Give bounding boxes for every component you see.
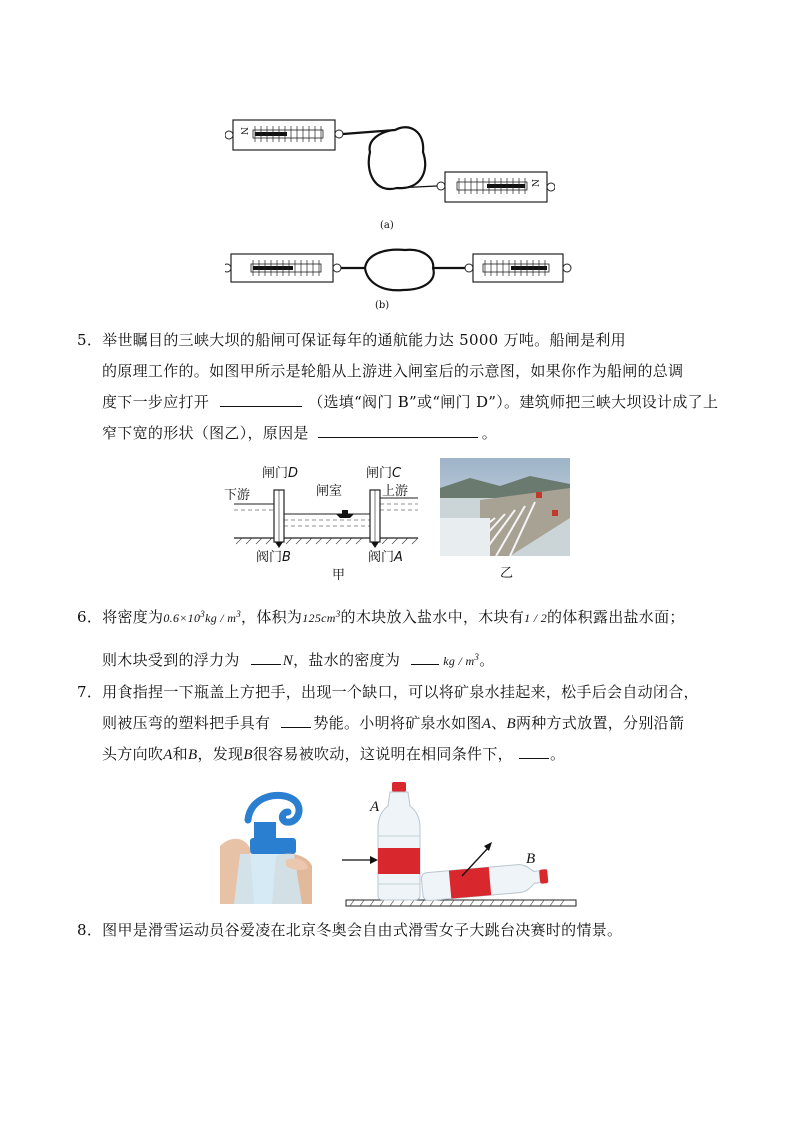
bottle-a	[378, 782, 420, 900]
q5-text-3b: （选填“阀门 B”或“闸门 D”）。建筑师把三峡大坝设计成了上	[308, 393, 719, 411]
q7-and: 和	[172, 745, 188, 763]
q5-text-2: 的原理工作的。如图甲所示是轮船从上游进入闸室后的示意图，如果你作为船闸的总调	[102, 362, 684, 380]
q7-text-3b: ，发现	[197, 745, 244, 763]
q7-line1	[77, 682, 699, 702]
q5-line4	[102, 423, 497, 443]
q6-line1	[77, 604, 685, 628]
q5-text-4b: 。	[481, 424, 498, 442]
q7-sep: 、	[491, 714, 507, 732]
upstream-label: 上游	[382, 484, 409, 499]
scale-unit-left: N	[237, 127, 248, 135]
q6-text-7: 。	[479, 651, 495, 669]
q7-number: 7．	[77, 683, 103, 701]
spring-scale-diagram-b	[225, 240, 575, 318]
dam-photo-svg	[440, 458, 570, 556]
q7-letter-b: B	[506, 716, 516, 732]
bottle-b-label: B	[526, 851, 536, 867]
q6-text-6: ，盐水的密度为	[293, 651, 401, 669]
q6-text-3: 的木块放入盐水中，木块有	[340, 608, 525, 626]
rubber-band-loop-b	[341, 250, 465, 291]
q8-text-1: 图甲是滑雪运动员谷爱凌在北京冬奥会自由式滑雪女子大跳台决赛时的情景。	[102, 921, 623, 939]
q7-letter-b3: B	[243, 747, 253, 763]
q6-answer-blank-1[interactable]	[251, 650, 281, 665]
downstream-label: 下游	[224, 488, 251, 503]
figure-b	[225, 240, 575, 318]
q5-text-1: 举世瞩目的三峡大坝的船闸可保证每年的通航能力达 5000 万吨。船闸是利用	[102, 331, 626, 349]
bottle-cap-svg	[220, 786, 312, 904]
q7-answer-blank-1[interactable]	[281, 713, 311, 728]
figure-a	[225, 112, 555, 237]
q7-text-2c: 两种方式放置，分别沿箭	[515, 714, 685, 732]
dam-photo	[440, 458, 570, 556]
q5-answer-blank-1[interactable]	[220, 392, 302, 407]
ship-icon	[336, 510, 354, 518]
q6-line2	[102, 647, 495, 671]
bottle-b	[421, 862, 549, 901]
q7-text-1: 用食指捏一下瓶盖上方把手，出现一个缺口，可以将矿泉水挂起来，松手后会自动闭合，	[102, 683, 699, 701]
q6-unit-density: kg / $m^3$	[443, 652, 480, 668]
q7-letter-b2: B	[187, 747, 198, 763]
q5-line3	[102, 392, 718, 412]
spring-scale-diagram-a	[225, 112, 555, 237]
rubber-band-loop-a	[343, 127, 425, 189]
bottles-diagram	[340, 776, 580, 910]
figure-a-caption: (a)	[380, 220, 394, 231]
q7-text-3a: 头方向吹	[102, 745, 164, 763]
spring-scale-left-b	[225, 254, 341, 282]
bottle-a-label: A	[370, 799, 380, 815]
q5-text-3a: 度下一步应打开	[102, 393, 210, 411]
q7-letter-a2: A	[163, 747, 173, 763]
q6-text-4: 的体积露出盐水面；	[547, 608, 685, 626]
valve-a-label: 阀门A	[368, 550, 403, 565]
chamber-label: 闸室	[316, 484, 343, 499]
q6-text-5: 则木块受到的浮力为	[102, 651, 240, 669]
bottle-cap-photo	[220, 786, 312, 904]
q8-line1	[77, 920, 622, 940]
q7-text-2b: 势能。小明将矿泉水如图	[313, 714, 482, 732]
q6-text-2: ，体积为	[241, 608, 303, 626]
q6-fraction: 1 / 2	[524, 611, 547, 625]
figure-b-caption: (b)	[375, 300, 390, 311]
gate-c-label: 闸门C	[366, 466, 402, 481]
q7-answer-blank-2[interactable]	[519, 744, 549, 759]
ship-lock-diagram	[222, 462, 422, 582]
q6-volume: $125cm^3$	[302, 609, 341, 625]
q7-line2	[102, 713, 684, 734]
q6-density: $0.6\times 10^3kg / m^3$	[163, 609, 242, 625]
q6-answer-blank-2[interactable]	[411, 650, 439, 665]
gate-d-label: 闸门D	[262, 466, 299, 481]
valve-b-label: 阀门B	[256, 550, 291, 565]
q5-answer-blank-2[interactable]	[318, 423, 478, 438]
caption-yi: 乙	[500, 566, 514, 581]
q5-text-4a: 窄下宽的形状（图乙），原因是	[102, 424, 309, 442]
q5-line2	[102, 361, 683, 381]
q7-text-2a: 则被压弯的塑料把手具有	[102, 714, 271, 732]
q5-number: 5．	[77, 331, 103, 349]
spring-scale-right	[437, 172, 555, 202]
q7-line3	[102, 744, 565, 765]
scale-unit-right: N	[531, 179, 542, 187]
bottles-svg	[340, 776, 580, 910]
q5-line1	[77, 330, 626, 350]
q7-letter-a: A	[481, 716, 492, 732]
caption-jia: 甲	[332, 568, 346, 583]
spring-scale-right-b	[465, 254, 571, 282]
q7-text-3c: 很容易被吹动，这说明在相同条件下，	[252, 745, 513, 763]
q7-text-3d: 。	[550, 745, 566, 763]
q6-number: 6．	[77, 608, 103, 626]
q6-text-1: 将密度为	[102, 608, 164, 626]
q8-number: 8．	[77, 921, 103, 939]
q6-unit-newton: N	[282, 653, 294, 669]
